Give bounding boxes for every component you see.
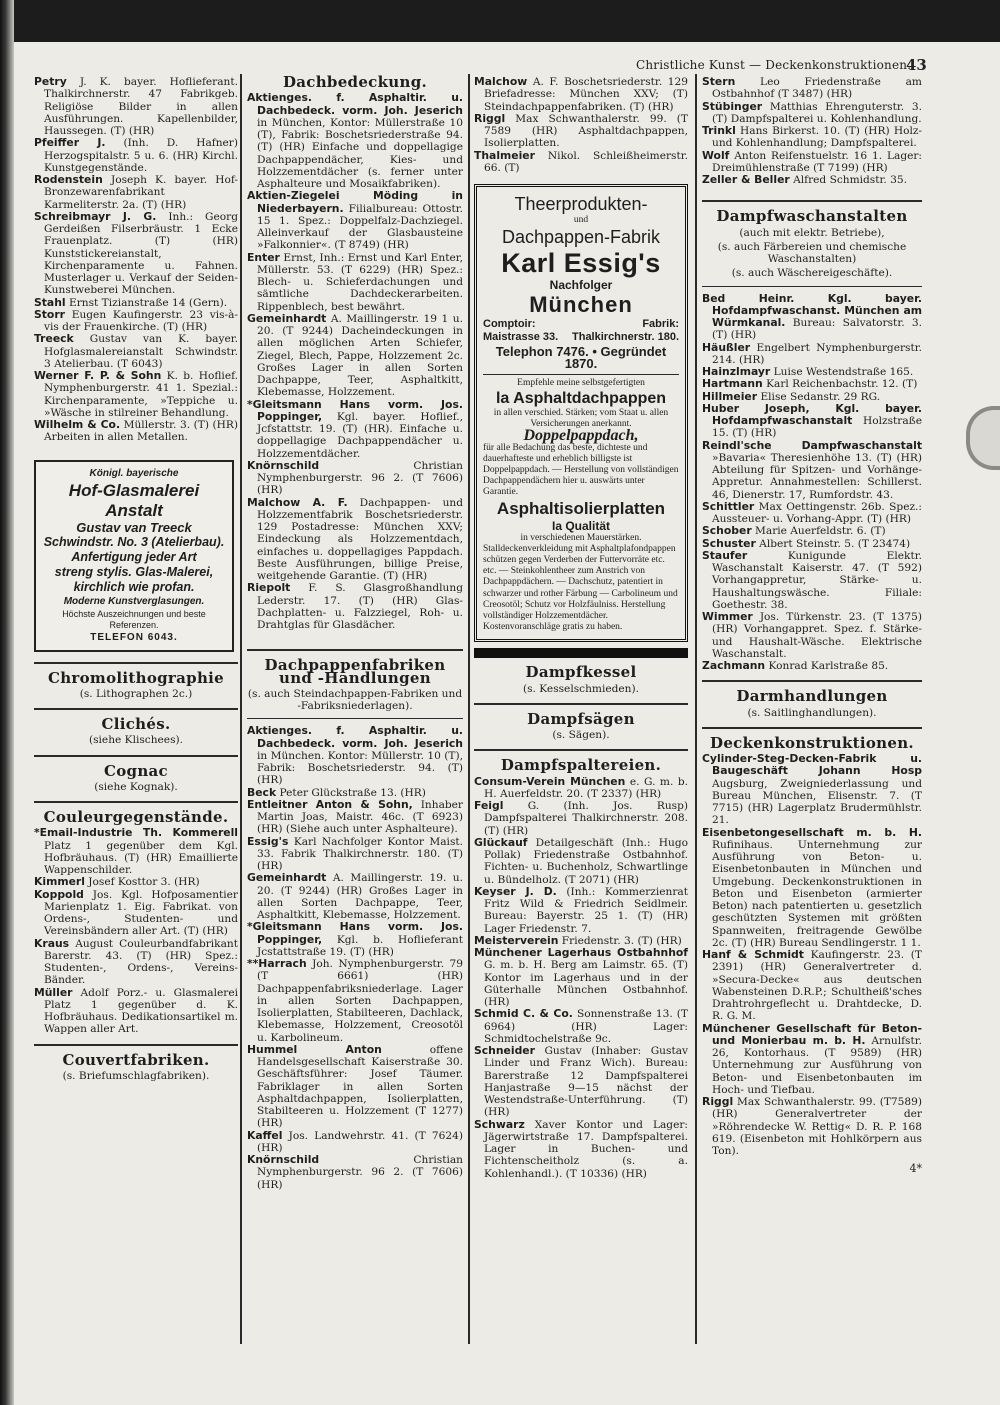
list-item: Hillmeier Elise Sedanstr. 29 RG. [702,389,881,403]
section-divider [34,755,238,757]
list-item: *Gleitsmann Hans vorm. Jos. Poppinger, Kgl. bayer. Hoflief., Jcfstattstr. 19. (T) (HR). Einfache u. doppellagige Dachpappendächer u. Holzzementdächer. [247,397,463,460]
section-heading: Dampfwaschanstalten [716,207,908,226]
list-item: Feigl G. (Inh. Jos. Rusp) Dampfspalterei Thalkirchnerstr. 208. (T) (HR) [474,799,688,837]
section-reference: (s. Kesselschmieden). [522,682,639,695]
section-reference: (siehe Klischees). [88,734,184,747]
list-item: Riggl Max Schwanthalerstr. 99. (T7589) (HR) Generalvertreter der »Röhrendecke W. Rettig« D. R. P. 168 619. (Eisenbeton mit Hohlkörpern aus Ton). [702,1095,922,1157]
ad-line: Asphaltisolierplatten [496,498,666,518]
section-divider [247,649,463,651]
column-divider [695,74,697,1344]
column-2 [247,73,463,1191]
column-3 [474,76,688,1180]
list-item: Müller Adolf Porz.- u. Glasmalerei Platz 1 gegenüber d. K. Hofbräuhaus. Dedikationsartikel m. Wappen aller Art. [34,985,238,1036]
section-reference: (s. Sägen). [552,729,610,742]
section-divider [474,703,688,705]
ad-line: für alle Bedachung das beste, dichteste und dauerhafteste und erheblich billigste ist Doppelpappdach. — Herstellung von vollständigen Dachpappendächern hier u. auswärts unter Garantie. [483,442,679,498]
entry-list [34,76,238,444]
list-item: Knörnschild Christian Nymphenburgerstr. 96 2. (T 7606) (HR) [247,1153,463,1191]
list-item: Consum-Verein München e. G. m. b. H. Auerfeldstr. 20. (T 2337) (HR) [474,774,688,800]
section-divider [34,1044,238,1046]
scan-binding-edge [0,0,14,1405]
list-item: Gemeinhardt A. Maillingerstr. 19. u. 20. (T 9244) (HR) Großes Lager in allen Sorten Dachpappe, Teer, Asphaltkitt, Klebemasse, Holzzement. [247,871,463,921]
section-divider [702,727,922,729]
section-divider [247,718,463,719]
entry-list [702,753,922,1157]
section-reference: (s. auch Wäschereigeschäfte). [731,267,893,280]
section-subtitle: (auch mit elektr. Betriebe), [739,226,885,239]
entry-list [702,293,922,673]
entry-list [34,827,238,1035]
ad-line: Nachfolger [549,278,613,293]
ad-line: und [573,215,589,225]
column-4 [702,76,922,1176]
ad-line: Schwindstr. No. 3 (Atelierbau). [43,534,225,549]
page-number: 43 [906,56,927,74]
list-item: *Gleitsmann Hans vorm. Jos. Poppinger, Kgl. b. Hoflieferant Jcstattstraße 19. (T) (HR) [247,920,463,958]
list-item: Hartmann Karl Reichenbachstr. 12. (T) [702,377,918,391]
list-item: Kimmerl Josef Kosttor 3. (HR) [34,875,200,889]
list-item: Riepolt F. S. Glasgroßhandlung Lederstr. 17. (T) (HR) Glas-Dachplatten- u. Falzziegel, Roh- u. Drahtglas für Glasdächer. [247,581,463,631]
list-item: Wilhelm & Co. Müllerstr. 3. (T) (HR) Arbeiten in allen Metallen. [34,418,239,444]
list-item: Schmid C. & Co. Sonnenstraße 13. (T 6964) (HR) Lager: Schmidtochelstraße 9c. [474,1007,688,1045]
column-1 [34,76,238,1084]
list-item: Stübinger Matthias Ehrenguterstr. 3. (T) Dampfspalterei u. Kohlenhandlung. [702,99,922,125]
ad-phone: TELEFON 6043. [90,631,178,643]
section-reference: (s. Briefumschlagfabriken). [62,1069,210,1082]
ad-line: kirchlich wie profan. [73,579,195,594]
list-item: *Email-Industrie Th. Kommerell Platz 1 gegenüber dem Kgl. Hofbräuhaus. (T) (HR) Emaillierte Wappenschilder. [34,826,238,876]
list-item: Malchow A. F. Boschetsriederstr. 129 Briefadresse: München XXV; (T) Steindachpappenfabriken. (T) (HR) [474,75,688,113]
list-item: Werner F. P. & Sohn K. b. Hoflief. Nymphenburgerstr. 41 1. Spezial.: Kirchenparamente, »Teppiche u. »Wäsche in stilreiner Behandlung. [34,369,239,419]
list-item: Schuster Albert Steinstr. 5. (T 23474) [702,536,911,550]
essig-dachpappen-advertisement [474,184,688,642]
section-heading: Chromolithographie [47,668,224,687]
section-reference: (siehe Kognak). [94,780,178,793]
list-item: Schittler Max Oettingenstr. 26b. Spez.: Aussteuer- u. Vorhang-Appr. (T) (HR) [702,499,922,525]
entry-list [247,725,463,1191]
ad-addresses: Maistrasse 33. Thalkirchnerstr. 180. [483,331,679,344]
entry-list [247,92,463,631]
list-item: Schneider Gustav (Inhaber: Gustav Linder und Franz Wich). Bureau: Barerstraße 12 Dampfspalterei Hanjastraße 9—15 nächst der Westendstraße-Unterführung. (T) (HR) [474,1044,688,1119]
ad-divider [483,374,679,375]
ad-line: Empfehle meine selbstgefertigten [517,377,645,388]
list-item: Häußler Engelbert Nymphenburgerstr. 214. (HR) [702,340,922,366]
list-item: Trinkl Hans Birkerst. 10. (T) (HR) Holz- und Kohlenhandlung; Dampfspalterei. [702,124,923,150]
section-reference: (s. Lithographen 2c.) [79,687,193,700]
ad-city: München [529,292,633,318]
list-item: **Harrach Joh. Nymphenburgerstr. 79 (T 6661) (HR) Dachpappenfabriksniederlage. Lager in allen Sorten Dachpappen, Isolierplatten, Stabilteeren, Dachlack, Klebemasse, Holzzement, Creosotöl u. Karbolineum. [247,957,463,1044]
entry-list [474,776,688,1180]
list-item: Schreibmayr J. G. Inh.: Georg Gerdeißen Filserbräustr. 1 Ecke Frauenplatz. (T) (HR) Kunststickereianstalt, Kirchenparamente u. Fahnen. Musterlager u. Verkauf der Seiden-Kunstweberei München. [34,209,239,297]
section-reference: (s. Saitlinghandlungen). [747,706,877,719]
list-item: Essig's Karl Nachfolger Kontor Maist. 33. Fabrik Thalkirchnerstr. 180. (T) (HR) [247,834,463,872]
list-item: Hummel Anton offene Handelsgesellschaft Kaiserstraße 30. Geschäftsführer: Josef Täumer. Fabriklager in allen Sorten Asphaltdachpappen, Isolierplatten, Stabilteeren u. Holzzement (T 1277) (HR) [247,1042,463,1130]
list-item: Kaffel Jos. Landwehrstr. 41. (T 7624) (HR) [247,1128,463,1154]
column-divider [468,74,470,1344]
ad-line: Dachpappen-Fabrik [501,227,661,248]
entry-list [702,76,922,186]
section-divider [34,662,238,664]
heavy-rule [474,648,688,658]
list-item: Huber Joseph, Kgl. bayer. Hofdampfwaschanstalt Holzstraße 15. (T) (HR) [702,401,922,440]
list-item: Gemeinhardt A. Maillingerstr. 19 1 u. 20. (T 9244) Dacheindeckungen in allen möglichen Arten Schiefer, Ziegel, Blech, Pappe, Holzzement 2c. Großes Lager in allen Sorten Dachpappe, Teer, Asphaltkitt, Klebemasse, Holzzement. [247,311,463,399]
ad-line: Höchste Auszeichnungen und beste Referenzen. [62,608,206,630]
section-heading: Deckenkonstruktionen. [710,733,914,752]
list-item: Eisenbetongesellschaft m. b. H. Rufinihaus. Unternehmung zur Ausführung von Beton- u. Eisenbetonbauten in München und Umgebung. Deckenkonstruktionen in Beton und Eisenbeton (armierter Beton) nach patentierten u. gesetzlich geschützten Systemen mit größten Spannweiten, freitragende Gewölbe 2c. (T) (HR) Bureau Sendlingerstr. 1 1. [702,825,922,949]
list-item: Petry J. K. bayer. Hoflieferant. Thalkirchnerstr. 47 Fabrikgeb. Religiöse Bilder in allen Ausführungen. Kapellenbilder, Haussegen. (T) (HR) [34,75,238,137]
list-item: Knörnschild Christian Nymphenburgerstr. 96 2. (T 7606) (HR) [247,458,463,497]
list-item: Malchow A. F. Dachpappen- und Holzzementfabrik Boschetsriederstr. 129 Postadresse: München XXV; Eindeckung als Holzzementdach, einfaches u. doppellagiges Pappdach. Beste Ausführungen, billige Preise, weitgehende Garantie. (T) (HR) [247,495,463,582]
list-item: Koppold Jos. Kgl. Hofposamentier Marienplatz 1. Eig. Fabrikat. von Ordens-, Studenten- und Vereinsbändern aller Art. (T) (HR) [34,887,238,938]
list-item: Wolf Anton Reifenstuelstr. 16 1. Lager: Dreimühlenstraße (T 7199) (HR) [702,148,922,174]
ad-line: streng stylis. Glas-Malerei, [54,564,214,579]
ad-headline: Hof-Glasmalerei Anstalt [68,480,200,520]
list-item: Reindl'sche Dampfwaschanstalt »Bavaria« Theresienhöhe 13. (T) (HR) Abteilung für Spitzen- und Vorhänge-Appretur. Annahmestellen: Schillerst. 46, Dienerstr. 17, Rumfordstr. 43. [702,438,922,501]
section-heading: Darmhandlungen [736,687,888,706]
list-item: Enter Ernst, Inh.: Ernst und Karl Enter, Müllerstr. 53. (T 6229) (HR) Spez.: Blech- u. Schieferdachungen und sämtliche Dachdeckerarbeiten. Rippenblech, best bewährt. [247,250,463,313]
signature-mark: 4* [909,1162,922,1176]
section-divider [34,801,238,803]
ad-line: la Asphaltdachpappen [495,389,667,407]
section-heading: Couleurgegenstände. [43,808,229,826]
ad-line: Ia Qualität [551,518,610,533]
list-item: Treeck Gustav van K. bayer. Hofglasmalereianstalt Schwindstr. 3 Atelierbau. (T 6043) [34,332,239,370]
ad-company-name: Karl Essig's [501,248,661,279]
list-item: Aktienges. f. Asphaltir. u. Dachbedeck. vorm. Joh. Jeserich in München, Kontor: Müllerstraße 10 (T), Fabrik: Boschetsriederstraße 94. (T) (HR) Einfache und doppellagige Dachpappendächer, Kies- und Holzzementdächer (s. ferner unter Asphalteure und Mosaikfabriken). [247,91,463,190]
section-divider [702,200,922,202]
ad-phone: Telephon 7476. • Gegründet 1870. [495,344,667,372]
ad-line: in allen verschied. Stärken; vom Staat u. allen Versicherungen anerkannt. [493,407,669,430]
entry-list [474,76,688,174]
list-item: Staufer Kunigunde Elektr. Waschanstalt Kaiserstr. 47. (T 592) Vorhangappretur, Stärke- u. Haushaltungswäsche. Filiale: Goethestr. 38. [702,548,922,611]
ad-line: Theerprodukten- [514,194,648,214]
section-divider [702,286,922,287]
ad-line: Moderne Kunstverglasungen. [63,595,205,607]
list-item: Cylinder-Steg-Decken-Fabrik u. Baugeschäft Johann Hosp Augsburg, Zweigniederlassung und Bureau München, Elisenstr. 7. (T 7715) (HR) Lagerplatz Brudermühlstr. 21. [702,752,922,827]
ad-line: in verschiedenen Mauerstärken. [520,532,642,543]
section-divider [34,708,238,710]
list-item: Hanf & Schmidt Kaufingerstr. 23. (T 2391) (HR) Generalvertreter d. »Secura-Decke« aus deutschen Wabensteinen D.R.P.; Schultheiß'sches Drahtrohrgeflecht u. Drahtdecke, D. R. G. M. [702,948,922,1023]
section-heading: Clichés. [101,715,171,733]
ad-line: Doppelpappdach, [523,427,639,445]
ad-line: Anfertigung jeder Art [71,549,197,564]
ad-line: Stalldeckenverkleidung mit Asphaltplafondpappen schützen gegen Verderben der Futtervorräte etc. etc. — Steinkohlentheer zum Anstrich von Dachpappdächern. — Dachschutz, patentiert in schwarzer und rother Färbung — Carbolineum und Creosotöl; Schutz vor Holzfäulniss. Herstellung vollständiger Holzzementdächer. Kostenvoranschläge gratis zu haben. [483,543,678,633]
list-item: Wimmer Jos. Türkenstr. 23. (T 1375) (HR) Vorhangappret. Spez. f. Stärke- und Haushalt-Wäsche. Elektrische Waschanstalt. [702,610,922,660]
list-item: Hainzlmayr Luise Westendstraße 165. [702,365,914,378]
section-divider [702,680,922,682]
section-heading: Dachbedeckung. [282,73,428,91]
list-item: Glückauf Detailgeschäft (Inh.: Hugo Pollak) Friedenstraße Ostbahnhof. Fichten- u. Buchenholz, Schwartlinge u. Bündelholz. (T 2071) (HR) [474,835,688,886]
scan-border-top [0,0,1000,42]
list-item: Aktienges. f. Asphaltir. u. Dachbedeck. vorm. Joh. Jeserich in München. Kontor: Müllerstr. 10 (T), Fabrik: Boschetsriederstr. 94. (T) (HR) [247,724,463,787]
list-item: Entleitner Anton & Sohn, Inhaber Martin Joas, Maistr. 46c. (T 6923) (HR) (Siehe auch unter Asphalteure). [247,797,463,836]
glasmalerei-advertisement [34,460,234,652]
list-item: Bed Heinr. Kgl. bayer. Hofdampfwaschanst. München am Würmkanal. Bureau: Salvatorstr. 3. (T) (HR) [702,291,922,342]
section-reference: (s. auch Steindachpappen-Fabriken und -Fabriksniederlagen). [247,687,463,712]
list-item: Pfeiffer J. (Inh. D. Hafner) Herzogspitalstr. 5 u. 6. (HR) Kirchl. Kunstgegenstände. [34,136,238,174]
list-item: Aktien-Ziegelei Möding in Niederbayern. Filialbureau: Ottostr. 15 1. Spez.: Doppelfalz-Dachziegel. Alleinverkauf der Glasbausteine »Falkonnier«. (T 8749) (HR) [247,189,463,252]
column-divider [240,74,242,1344]
list-item: Kraus August Couleurbandfabrikant Barerstr. 43. (T) (HR) Spez.: Studenten-, Ordens-, Vereins-Bänder. [34,936,239,987]
section-heading: Dampfspaltereien. [500,756,662,775]
ad-line: Königl. bayerische [89,467,179,479]
section-heading: Dampfkessel [525,663,637,682]
list-item: Münchener Gesellschaft für Beton- und Monierbau m. b. H. Arnulfstr. 26, Kontorhaus. (T 9589) (HR) Unternehmung zur Ausführung von Beton- und Eisenbetonbauten im Hoch- und Tiefbau. [702,1021,923,1096]
list-item: Schwarz Xaver Kontor und Lager: Jägerwirtstraße 17. Dampfspalterei. Lager in Buchen- und Fichtenscheitholz (s. a. Kohlenhandl.). (T 10336) (HR) [474,1117,688,1180]
list-item: Stahl Ernst Tizianstraße 14 (Gern). [34,295,228,309]
ad-address-labels: Comptoir: Fabrik: [483,318,679,331]
list-item: Beck Peter Glückstraße 13. (HR) [247,785,426,799]
list-item: Riggl Max Schwanthalerstr. 99. (T 7589 (HR) Asphaltdachpappen, Isolierplatten. [474,111,688,150]
list-item: Zeller & Beller Alfred Schmidstr. 35. [702,173,907,186]
list-item: Schober Marie Auerfeldstr. 6. (T) [702,524,886,538]
section-heading: Dampfsägen [527,709,635,728]
list-item: Zachmann Konrad Karlstraße 85. [702,659,889,672]
list-item: Meisterverein Friedenstr. 3. (T) (HR) [474,933,682,947]
list-item: Thalmeier Nikol. Schleißheimerstr. 66. (T) [474,148,688,174]
running-title: Christliche Kunst — Deckenkonstruktionen. [636,58,912,72]
list-item: Keyser J. D. (Inh.: Kommerzienrat Fritz Wild & Friedrich Seidlmeir. Bureau: Bayerstr. 25 1. (T) (HR) Lager Friedenstr. 7. [474,884,688,935]
list-item: Storr Eugen Kaufingerstr. 23 vis-à-vis der Frauenkirche. (T) (HR) [34,307,238,333]
section-heading: Cognac [104,761,168,780]
section-heading: Couvertfabriken. [62,1050,210,1069]
list-item: Stern Leo Friedenstraße am Ostbahnhof (T 3487) (HR) [702,75,922,101]
section-heading: Dachpappenfabriken und -Handlungen [264,656,446,687]
ad-line: Gustav van Treeck [76,519,192,535]
list-item: Rodenstein Joseph K. bayer. Hof-Bronzewarenfabrikant Karmeliterstr. 2a. (T) (HR) [34,173,238,211]
list-item: Münchener Lagerhaus Ostbahnhof G. m. b. H. Berg am Laimstr. 65. (T) Kontor im Lagerhaus und in der Güterhalle München Ostbahnhof. (HR) [474,946,688,1009]
section-divider [474,749,688,751]
section-reference: (s. auch Färbereien und chemische Waschanstalten) [717,240,907,265]
